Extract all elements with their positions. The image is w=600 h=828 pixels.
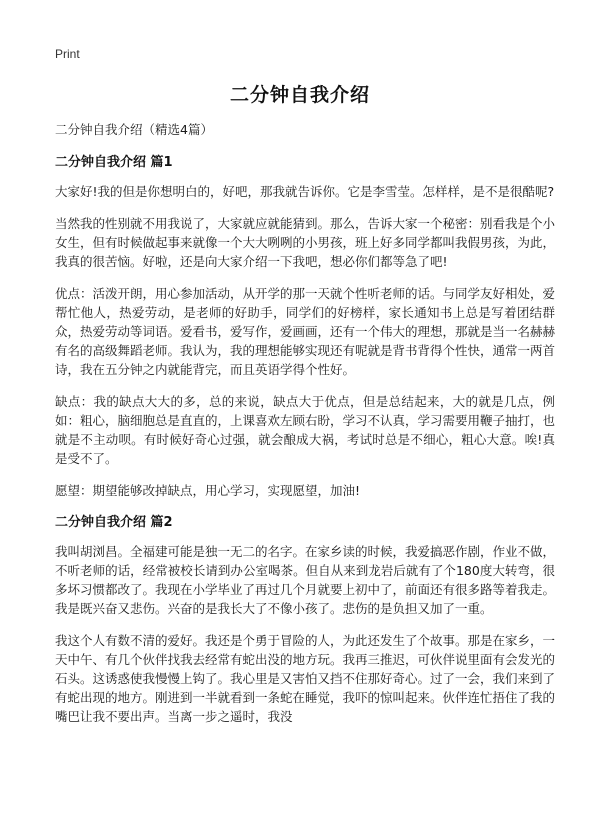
paragraph: 我叫胡浏昌。全福建可能是独一无二的名字。在家乡读的时候，我爱搞恶作剧，作业不做，不听老师的话，经常被校长请到办公室喝茶。但自从来到龙岩后就有了个180度大转弯，很多坏习惯都改了。我现在小学毕业了再过几个月就要上初中了，前面还有很多路等着我走。我是既兴奋又悲伤。兴奋的是我长大了不像小孩了。悲伤的是负担又加了一重。 (55, 544, 556, 616)
document-title: 二分钟自我介绍 (229, 84, 370, 106)
paragraph: 优点：活泼开朗，用心参加活动，从开学的那一天就个性听老师的话。与同学友好相处，爱帮忙他人，热爱劳动，是老师的好助手，同学们的好榜样，家长通知书上总是写着团结群众，热爱劳动等词语。爱看书，爱写作，爱画画，还有一个伟大的理想，那就是当一名赫赫有名的高级舞蹈老师。我认为，我的理想能够实现还有呢就是背书背得个性快，通常一两首诗，我在五分钟之内就能背完，而且英语学得个性好。 (55, 286, 556, 377)
paragraph: 大家好!我的但是你想明白的，好吧，那我就告诉你。它是李雪莹。怎样样，是不是很酷呢? (55, 184, 555, 199)
paragraph: 缺点：我的缺点大大的多，总的来说，缺点大于优点，但是总结起来，大的就是几点，例如：粗心，脑细胞总是直直的，上课喜欢左顾右盼，学习不认真，学习需要用鞭子抽打，也就是不主动呗。有时候好奇心过强，就会酿成大祸，考试时总是不细心，粗心大意。唉!真是受不了。 (55, 394, 556, 466)
paragraph: 我这个人有数不清的爱好。我还是个勇于冒险的人，为此还发生了个故事。那是在家乡，一天中午、有几个伙伴找我去经常有蛇出没的地方玩。我再三推迟，可伙伴说里面有会发光的石头。这诱惑使我慢慢上钩了。我心里是又害怕又挡不住那好奇心。过了一会，我们来到了有蛇出现的地方。刚进到一半就看到一条蛇在睡觉，我吓的惊叫起来。伙伴连忙捂住了我的嘴巴让我不要出声。当离一步之遥时，我没 (55, 633, 556, 724)
paragraph: 愿望：期望能够改掉缺点，用心学习，实现愿望，加油! (55, 483, 361, 498)
document-body (55, 120, 555, 739)
print-link[interactable]: Print (55, 47, 80, 61)
paragraph: 当然我的性别就不用我说了，大家就应就能猜到。那么，告诉大家一个秘密：别看我是个小女生，但有时候做起事来就像一个大大咧咧的小男孩，班上好多同学都叫我假男孩，为此，我真的很苦恼。好啦，还是向大家介绍一下我吧，想必你们都等急了吧! (55, 216, 556, 269)
section-heading-2: 二分钟自我介绍 篇2 (55, 515, 173, 530)
section-heading-1: 二分钟自我介绍 篇1 (55, 155, 173, 170)
document-subtitle: 二分钟自我介绍（精选4篇） (55, 122, 213, 137)
